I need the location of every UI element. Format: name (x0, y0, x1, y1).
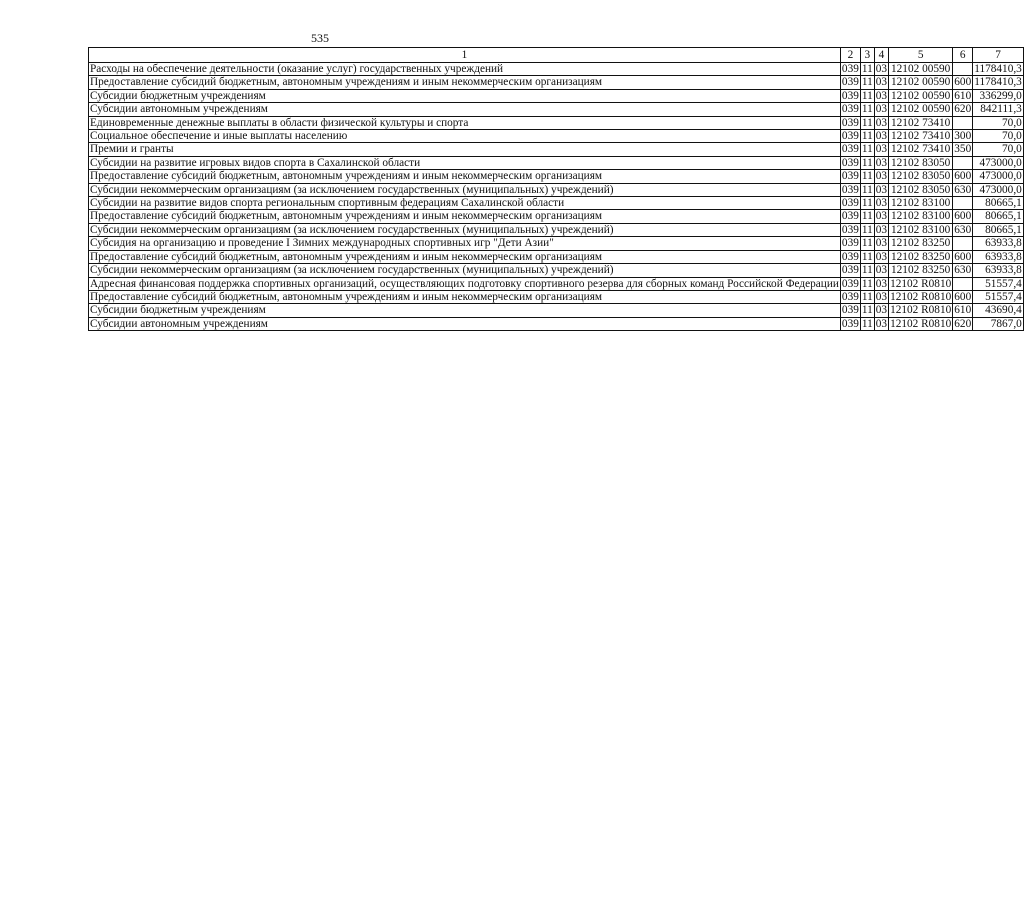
row-name-cell: Расходы на обеспечение деятельности (оказание услуг) государственных учреждений (89, 63, 841, 76)
row-section-cell: 11 (861, 264, 873, 277)
row-expense-type-cell: 610 (954, 304, 972, 317)
row-section-cell: 11 (861, 76, 873, 89)
row-subsection-cell: 03 (875, 116, 888, 129)
row-chapter-cell: 039 (841, 223, 859, 236)
row-target-article-cell: 12102 R0810 (890, 277, 952, 290)
row-name-cell: Субсидии некоммерческим организациям (за исключением государственных (муниципальных) учреждений) (89, 223, 841, 236)
row-subsection-cell: 03 (875, 317, 888, 330)
row-amount-cell: 473000,0 (973, 156, 1024, 169)
row-target-article-cell: 12102 73410 (889, 130, 953, 143)
row-amount-cell: 51557,4 (973, 290, 1024, 303)
row-target-article-cell: 12102 73410 (889, 116, 953, 129)
row-amount-cell: 51557,4 (973, 277, 1024, 290)
row-subsection-cell: 03 (875, 264, 888, 277)
row-name-cell: Адресная финансовая поддержка спортивных организаций, осуществляющих подготовку спортивного резерва для сборных команд Российской Федерации (90, 277, 839, 290)
row-expense-type-cell: 600 (954, 250, 972, 263)
row-expense-type-cell: 630 (954, 223, 972, 236)
row-amount-cell: 80665,1 (973, 197, 1024, 210)
table-row (89, 237, 1024, 250)
row-name-cell: Предоставление субсидий бюджетным, автономным учреждениям и иным некоммерческим организациям (89, 290, 841, 303)
table-row (89, 264, 1024, 277)
row-expense-type-cell (953, 197, 973, 210)
row-section-cell: 11 (861, 317, 873, 330)
row-target-article-cell: 12102 00590 (889, 76, 953, 89)
row-amount-cell: 1178410,3 (974, 76, 1022, 89)
table-row (89, 304, 1024, 317)
row-amount-cell: 63933,8 (973, 250, 1024, 263)
row-expense-type-cell: 600 (954, 170, 972, 183)
row-chapter-cell: 039 (841, 304, 859, 317)
row-expense-type-cell (953, 237, 973, 250)
row-expense-type-cell: 630 (954, 264, 972, 277)
table-row (89, 317, 1024, 330)
row-name-cell: Субсидии бюджетным учреждениям (89, 304, 841, 317)
row-expense-type-cell (953, 156, 973, 169)
row-amount-cell: 336299,0 (973, 89, 1024, 102)
row-name-cell: Предоставление субсидий бюджетным, автономным учреждениям и иным некоммерческим организациям (89, 250, 841, 263)
row-target-article-cell: 12102 R0810 (890, 290, 952, 303)
row-name-cell: Социальное обеспечение и иные выплаты населению (89, 130, 841, 143)
row-chapter-cell: 039 (841, 130, 859, 143)
row-name-cell: Субсидии автономным учреждениям (89, 103, 841, 116)
row-target-article-cell: 12102 00590 (889, 63, 953, 76)
table-row (89, 130, 1024, 143)
row-section-cell: 11 (861, 89, 873, 102)
table-row (89, 116, 1024, 129)
row-amount-cell: 70,0 (973, 143, 1024, 156)
row-target-article-cell: 12102 00590 (889, 89, 953, 102)
row-section-cell: 11 (861, 183, 873, 196)
row-section-cell: 11 (861, 223, 873, 236)
row-subsection-cell: 03 (875, 63, 888, 75)
row-expense-type-cell (953, 63, 973, 76)
row-section-cell: 11 (861, 116, 873, 129)
row-target-article-cell: 12102 83100 (889, 210, 953, 223)
row-expense-type-cell: 300 (954, 130, 972, 143)
row-name-cell: Единовременные денежные выплаты в области физической культуры и спорта (89, 116, 841, 129)
page-number: 535 (311, 31, 329, 45)
row-subsection-cell: 03 (875, 76, 888, 89)
row-expense-type-cell (953, 277, 973, 290)
row-amount-cell: 63933,8 (973, 264, 1024, 277)
table-row (89, 210, 1024, 223)
row-target-article-cell: 12102 83050 (889, 170, 953, 183)
row-chapter-cell: 039 (841, 170, 859, 183)
row-chapter-cell: 039 (841, 156, 859, 169)
table-row (89, 277, 1024, 290)
row-subsection-cell: 03 (875, 130, 888, 143)
table-row (89, 170, 1024, 183)
row-section-cell: 11 (861, 130, 873, 143)
table-row (89, 89, 1024, 102)
row-section-cell: 11 (861, 277, 873, 290)
row-chapter-cell: 039 (841, 250, 859, 263)
table-header (89, 48, 1024, 63)
row-target-article-cell: 12102 83250 (889, 237, 953, 250)
row-name-cell: Субсидии на развитие игровых видов спорта в Сахалинской области (89, 156, 841, 169)
row-name-cell: Субсидии некоммерческим организациям (за исключением государственных (муниципальных) учреждений) (89, 264, 841, 277)
table-row (89, 63, 1024, 76)
row-target-article-cell: 12102 83100 (889, 223, 953, 236)
row-target-article-cell: 12102 83250 (889, 264, 953, 277)
row-section-cell: 11 (861, 304, 873, 317)
row-amount-cell: 473000,0 (973, 183, 1024, 196)
row-expense-type-cell: 600 (954, 210, 972, 223)
column-header-2: 2 (840, 48, 860, 63)
row-amount-cell: 43690,4 (973, 304, 1024, 317)
row-name-cell: Предоставление субсидий бюджетным, автономным учреждениям и иным некоммерческим организациям (89, 170, 841, 183)
row-section-cell: 11 (861, 143, 873, 156)
row-name-cell: Премии и гранты (89, 143, 841, 156)
row-amount-cell: 80665,1 (973, 210, 1024, 223)
row-name-cell: Предоставление субсидий бюджетным, автономным учреждениям и иным некоммерческим организациям (89, 76, 841, 89)
row-subsection-cell: 03 (875, 170, 888, 183)
row-expense-type-cell: 600 (954, 76, 972, 89)
row-chapter-cell: 039 (841, 317, 859, 330)
column-header-3: 3 (860, 48, 874, 63)
row-section-cell: 11 (861, 197, 873, 210)
table-row (89, 156, 1024, 169)
row-subsection-cell: 03 (875, 197, 888, 210)
row-target-article-cell: 12102 R0810 (890, 317, 952, 330)
row-subsection-cell: 03 (875, 237, 888, 250)
row-target-article-cell: 12102 R0810 (890, 304, 952, 317)
row-expense-type-cell: 610 (954, 89, 972, 102)
row-subsection-cell: 03 (875, 277, 888, 290)
row-section-cell: 11 (861, 103, 873, 116)
row-name-cell: Субсидия на организацию и проведение I Зимних международных спортивных игр "Дети Азии" (89, 237, 841, 250)
row-section-cell: 11 (861, 237, 873, 250)
table-row (89, 76, 1024, 89)
row-chapter-cell: 039 (841, 210, 859, 223)
row-subsection-cell: 03 (875, 156, 888, 169)
row-expense-type-cell: 620 (954, 317, 972, 330)
row-subsection-cell: 03 (875, 223, 888, 236)
row-chapter-cell: 039 (841, 264, 859, 277)
row-expense-type-cell (953, 116, 973, 129)
row-subsection-cell: 03 (875, 183, 888, 196)
table-row (89, 223, 1024, 236)
row-amount-cell: 80665,1 (973, 223, 1024, 236)
row-chapter-cell: 039 (841, 183, 859, 196)
row-chapter-cell: 039 (841, 103, 859, 116)
table-row (89, 290, 1024, 303)
row-chapter-cell: 039 (841, 63, 859, 75)
row-amount-cell: 473000,0 (973, 170, 1024, 183)
row-target-article-cell: 12102 83250 (889, 250, 953, 263)
column-header-4: 4 (874, 48, 888, 63)
row-subsection-cell: 03 (875, 290, 888, 303)
row-subsection-cell: 03 (875, 304, 888, 317)
row-section-cell: 11 (861, 290, 873, 303)
row-target-article-cell: 12102 83050 (889, 156, 953, 169)
row-name-cell: Предоставление субсидий бюджетным, автономным учреждениям и иным некоммерческим организациям (89, 210, 841, 223)
row-chapter-cell: 039 (841, 237, 859, 250)
table-row (89, 250, 1024, 263)
row-subsection-cell: 03 (875, 250, 888, 263)
row-target-article-cell: 12102 73410 (889, 143, 953, 156)
row-amount-cell: 70,0 (973, 116, 1024, 129)
row-section-cell: 11 (861, 63, 873, 75)
row-expense-type-cell: 350 (954, 143, 972, 156)
row-chapter-cell: 039 (841, 76, 859, 89)
table-row (89, 183, 1024, 196)
row-target-article-cell: 12102 83100 (889, 197, 953, 210)
row-section-cell: 11 (861, 210, 873, 223)
row-target-article-cell: 12102 83050 (889, 183, 953, 196)
row-chapter-cell: 039 (841, 143, 859, 156)
row-expense-type-cell: 630 (954, 183, 972, 196)
table-body (89, 63, 1024, 331)
row-expense-type-cell: 620 (954, 103, 972, 116)
column-header-6: 6 (953, 48, 973, 63)
budget-table (88, 47, 1024, 331)
row-section-cell: 11 (861, 170, 873, 183)
row-amount-cell: 842111,3 (973, 103, 1024, 116)
row-chapter-cell: 039 (841, 290, 859, 303)
row-expense-type-cell: 600 (954, 290, 972, 303)
row-amount-cell: 1178410,3 (974, 63, 1022, 75)
row-name-cell: Субсидии некоммерческим организациям (за исключением государственных (муниципальных) учреждений) (89, 183, 841, 196)
row-chapter-cell: 039 (841, 197, 859, 210)
table-row (89, 103, 1024, 116)
table-row (89, 197, 1024, 210)
row-section-cell: 11 (861, 156, 873, 169)
row-section-cell: 11 (861, 250, 873, 263)
row-subsection-cell: 03 (875, 89, 888, 102)
row-amount-cell: 63933,8 (973, 237, 1024, 250)
row-amount-cell: 70,0 (973, 130, 1024, 143)
column-header-5: 5 (889, 48, 953, 63)
row-amount-cell: 7867,0 (973, 317, 1024, 330)
table-row (89, 143, 1024, 156)
column-header-1: 1 (89, 48, 841, 63)
row-name-cell: Субсидии бюджетным учреждениям (89, 89, 841, 102)
column-header-7: 7 (973, 48, 1024, 63)
row-subsection-cell: 03 (875, 143, 888, 156)
row-chapter-cell: 039 (841, 116, 859, 129)
row-chapter-cell: 039 (841, 277, 859, 290)
row-name-cell: Субсидии автономным учреждениям (89, 317, 841, 330)
row-target-article-cell: 12102 00590 (889, 103, 953, 116)
row-name-cell: Субсидии на развитие видов спорта региональным спортивным федерациям Сахалинской области (89, 197, 841, 210)
row-chapter-cell: 039 (841, 89, 859, 102)
row-subsection-cell: 03 (875, 103, 888, 116)
row-subsection-cell: 03 (875, 210, 888, 223)
